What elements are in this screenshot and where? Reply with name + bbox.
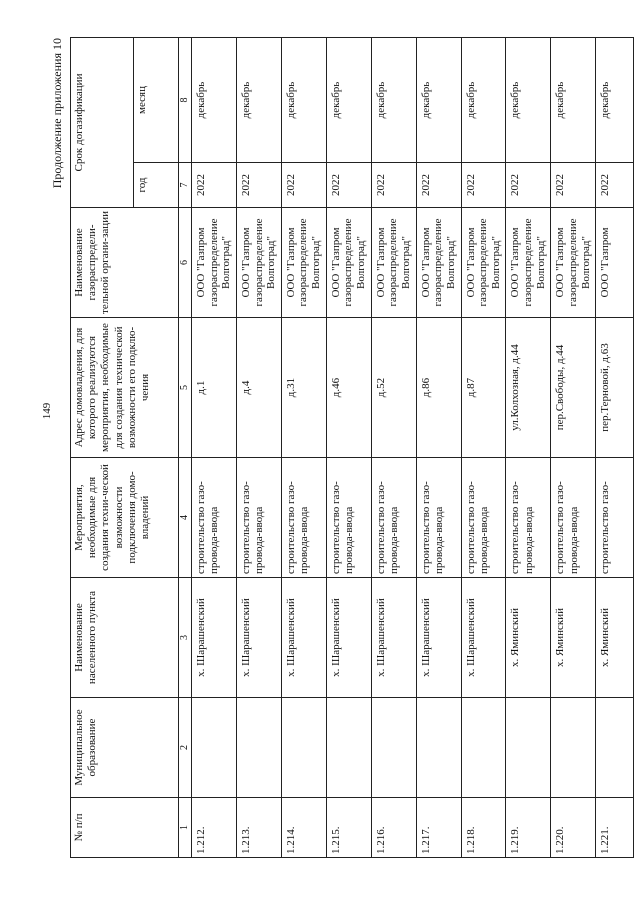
row-number: 1.212. [192, 798, 237, 858]
settlement-cell: х. Шарашенский [416, 578, 461, 698]
measure-cell: строительство газо-провода-ввода [326, 458, 371, 578]
column-number: 2 [179, 698, 192, 798]
municipality-cell [192, 698, 237, 798]
month-cell: декабрь [596, 37, 634, 162]
table-row [416, 37, 461, 857]
organization-cell: ООО "Газпром газораспределение Волгоград" [371, 208, 416, 318]
address-cell: д.4 [236, 318, 281, 458]
column-number: 7 [179, 163, 192, 208]
settlement-cell: х. Яминский [596, 578, 634, 698]
organization-cell: ООО "Газпром газораспределение Волгоград" [326, 208, 371, 318]
header-col-address: Адрес домовладения, для которого реализуются мероприятия, необходимые для создания технической возможности его подклю-чения [71, 318, 179, 458]
month-cell: декабрь [192, 37, 237, 162]
measure-cell: строительство газо- [596, 458, 634, 578]
row-number: 1.221. [596, 798, 634, 858]
year-cell: 2022 [371, 163, 416, 208]
month-cell: декабрь [506, 37, 551, 162]
header-col-term: Срок догазификации [71, 37, 134, 207]
organization-cell: ООО "Газпром газораспределение Волгоград" [461, 208, 506, 318]
table-row [371, 37, 416, 857]
organization-cell: ООО "Газпром газораспределение Волгоград" [192, 208, 237, 318]
column-number: 4 [179, 458, 192, 578]
row-number: 1.220. [551, 798, 596, 858]
year-cell: 2022 [326, 163, 371, 208]
table-row [506, 37, 551, 857]
address-cell: ул.Колхозная, д.44 [506, 318, 551, 458]
column-number: 6 [179, 208, 192, 318]
month-cell: декабрь [551, 37, 596, 162]
table-row [281, 37, 326, 857]
column-number: 8 [179, 37, 192, 162]
month-cell: декабрь [461, 37, 506, 162]
organization-cell: ООО "Газпром газораспределение Волгоград" [281, 208, 326, 318]
municipality-cell [281, 698, 326, 798]
header-col-number: № п/п [71, 798, 179, 858]
month-cell: декабрь [416, 37, 461, 162]
row-number: 1.214. [281, 798, 326, 858]
header-col-measures: Мероприятия, необходимые для создания техни-ческой возможности подключения домо-владений [71, 458, 179, 578]
gasification-table [70, 37, 634, 858]
municipality-cell [596, 698, 634, 798]
row-number: 1.217. [416, 798, 461, 858]
municipality-cell [551, 698, 596, 798]
row-number: 1.216. [371, 798, 416, 858]
address-cell: д.52 [371, 318, 416, 458]
month-cell: декабрь [236, 37, 281, 162]
column-number: 5 [179, 318, 192, 458]
organization-cell: ООО "Газпром газораспределение Волгоград" [506, 208, 551, 318]
address-cell: пер.Свободы, д.44 [551, 318, 596, 458]
settlement-cell: х. Шарашенский [192, 578, 237, 698]
organization-cell: ООО "Газпром [596, 208, 634, 318]
municipality-cell [371, 698, 416, 798]
page-number: 149 [41, 402, 53, 420]
settlement-cell: х. Шарашенский [326, 578, 371, 698]
settlement-cell: х. Шарашенский [371, 578, 416, 698]
table-row [192, 37, 237, 857]
table-row [596, 37, 634, 857]
year-cell: 2022 [461, 163, 506, 208]
measure-cell: строительство газо-провода-ввода [236, 458, 281, 578]
address-cell: пер.Терновой, д.63 [596, 318, 634, 458]
address-cell: д.87 [461, 318, 506, 458]
rotated-page-content [50, 38, 610, 858]
municipality-cell [326, 698, 371, 798]
municipality-cell [236, 698, 281, 798]
month-cell: декабрь [281, 37, 326, 162]
measure-cell: строительство газо-провода-ввода [371, 458, 416, 578]
column-numbers-row [179, 37, 192, 857]
month-cell: декабрь [371, 37, 416, 162]
row-number: 1.215. [326, 798, 371, 858]
header-row [71, 37, 134, 857]
row-number: 1.218. [461, 798, 506, 858]
year-cell: 2022 [416, 163, 461, 208]
year-cell: 2022 [596, 163, 634, 208]
settlement-cell: х. Шарашенский [236, 578, 281, 698]
year-cell: 2022 [236, 163, 281, 208]
column-number: 3 [179, 578, 192, 698]
table-row [461, 37, 506, 857]
address-cell: д.86 [416, 318, 461, 458]
measure-cell: строительство газо-провода-ввода [551, 458, 596, 578]
header-col-settlement: Наименование населенного пункта [71, 578, 179, 698]
measure-cell: строительство газо-провода-ввода [461, 458, 506, 578]
organization-cell: ООО "Газпром газораспределение Волгоград" [236, 208, 281, 318]
header-col-month: месяц [134, 37, 179, 162]
address-cell: д.31 [281, 318, 326, 458]
organization-cell: ООО "Газпром газораспределение Волгоград" [551, 208, 596, 318]
settlement-cell: х. Шарашенский [281, 578, 326, 698]
settlement-cell: х. Шарашенский [461, 578, 506, 698]
organization-cell: ООО "Газпром газораспределение Волгоград" [416, 208, 461, 318]
settlement-cell: х. Яминский [551, 578, 596, 698]
measure-cell: строительство газо-провода-ввода [281, 458, 326, 578]
table-row [236, 37, 281, 857]
row-number: 1.219. [506, 798, 551, 858]
header-col-municipality: Муниципальное образование [71, 698, 179, 798]
municipality-cell [506, 698, 551, 798]
year-cell: 2022 [192, 163, 237, 208]
header-col-organization: Наименование газораспредели-тельной органи-зации [71, 208, 179, 318]
address-cell: д.46 [326, 318, 371, 458]
municipality-cell [416, 698, 461, 798]
settlement-cell: х. Яминский [506, 578, 551, 698]
municipality-cell [461, 698, 506, 798]
continuation-caption: Продолжение приложения 10 [50, 38, 64, 189]
table-row [326, 37, 371, 857]
measure-cell: строительство газо-провода-ввода [416, 458, 461, 578]
table-body [192, 37, 634, 857]
measure-cell: строительство газо-провода-ввода [506, 458, 551, 578]
year-cell: 2022 [506, 163, 551, 208]
measure-cell: строительство газо-провода-ввода [192, 458, 237, 578]
month-cell: декабрь [326, 37, 371, 162]
year-cell: 2022 [281, 163, 326, 208]
address-cell: д.1 [192, 318, 237, 458]
row-number: 1.213. [236, 798, 281, 858]
table-row [551, 37, 596, 857]
column-number: 1 [179, 798, 192, 858]
year-cell: 2022 [551, 163, 596, 208]
header-col-year: год [134, 163, 179, 208]
